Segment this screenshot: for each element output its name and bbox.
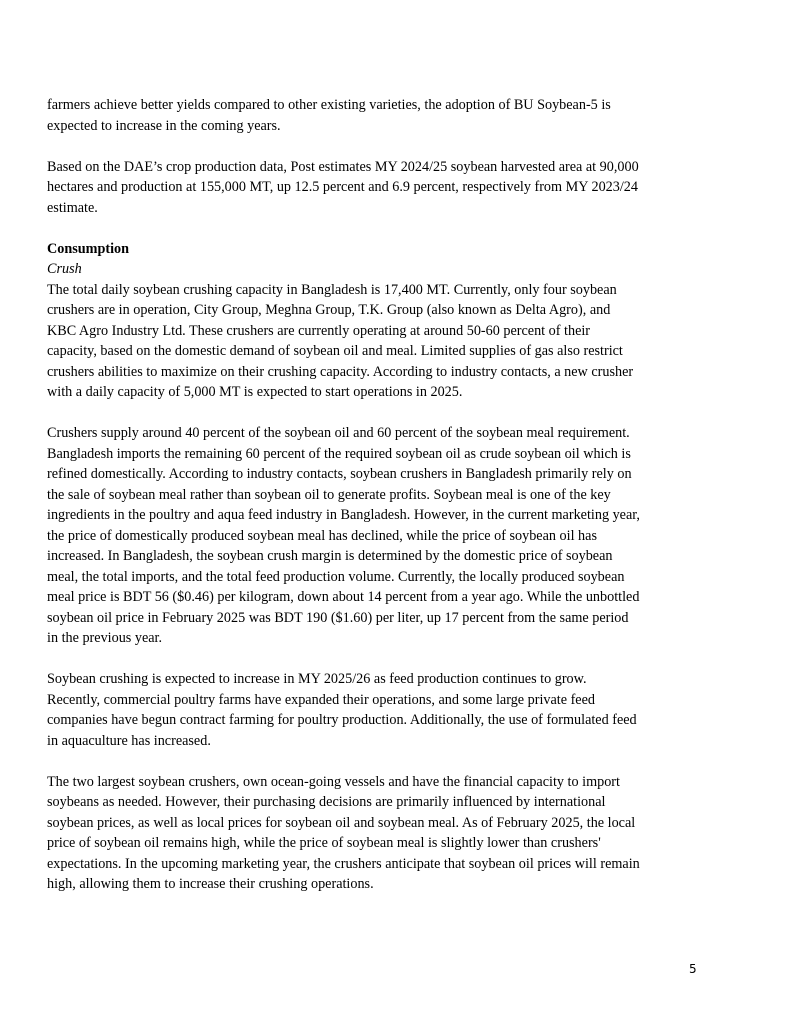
page-number: 5 [689,962,697,976]
paragraph-bu-soybean-adoption: farmers achieve better yields compared to other existing varieties, the adoption of BU Soybean-5 is expected to increase in the coming years. [47,97,611,134]
paragraph-crushing-outlook: Soybean crushing is expected to increase in MY 2025/26 as feed production continues to grow. Recently, commercial poultry farms have expanded their operations, and some large private feed companies have begun contract farming for poultry production. Additionally, the use of formulated feed in aquaculture has increased. [47,671,637,749]
paragraph-crushing-capacity: The total daily soybean crushing capacity in Bangladesh is 17,400 MT. Currently, only four soybean crushers are in operation, City Group, Meghna Group, T.K. Group (also known as Delta Agro), and KBC Agro Industry Ltd. These crushers are currently operating at around 50-60 percent of their capacity, based on the domestic demand of soybean oil and meal. Limited supplies of gas also restrict crushers abilities to maximize on their crushing capacity. According to industry contacts, a new crusher with a daily capacity of 5,000 MT is expected to start operations in 2025. [47,281,634,400]
document-body [47,95,707,915]
paragraph-crusher-supply: Crushers supply around 40 percent of the soybean oil and 60 percent of the soybean meal requirement. Bangladesh imports the remaining 60 percent of the required soybean oil as crude soybean oil which is refined domestically. According to industry contacts, soybean crushers in Bangladesh primarily rely on the sale of soybean meal rather than soybean oil to generate profits. Soybean meal is one of the key ingredients in the poultry and aqua feed industry in Bangladesh. However, in the current marketing year, the price of domestically produced soybean meal has declined, while the price of soybean oil has increased. In Bangladesh, the soybean crush margin is determined by the domestic price of soybean meal, the total imports, and the total feed production volume. Currently, the locally produced soybean meal price is BDT 56 ($0.46) per kilogram, down about 14 percent from a year ago. While the unbottled soybean oil price in February 2025 was BDT 190 ($1.60) per liter, up 17 percent from the same period in the previous year. [47,425,640,646]
paragraph-harvest-estimate: Based on the DAE’s crop production data, Post estimates MY 2024/25 soybean harvested area at 90,000 hectares and production at 155,000 MT, up 12.5 percent and 6.9 percent, respectively from MY 2023/24 estimate. [47,158,639,216]
subheading-crush: Crush [47,261,82,277]
paragraph-largest-crushers: The two largest soybean crushers, own ocean-going vessels and have the financial capacity to import soybeans as needed. However, their purchasing decisions are primarily influenced by international soybean prices, as well as local prices for soybean oil and soybean meal. As of February 2025, the local price of soybean oil remains high, while the price of soybean meal is slightly lower than crushers' expectations. In the upcoming marketing year, the crushers anticipate that soybean oil prices will remain high, allowing them to increase their crushing operations. [47,773,640,892]
section-heading-consumption: Consumption [47,240,130,257]
